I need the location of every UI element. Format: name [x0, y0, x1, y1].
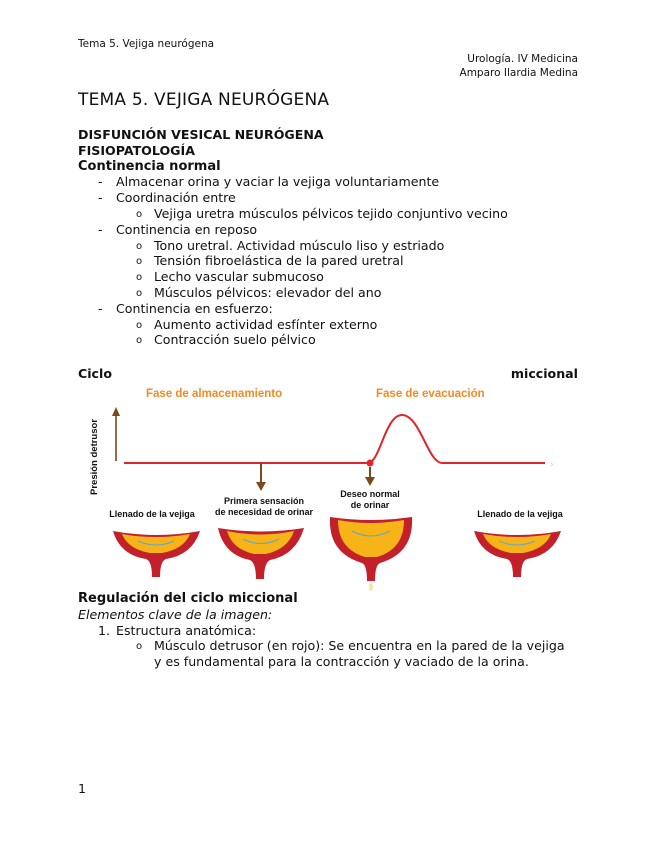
phase-voiding-label: Fase de evacuación — [376, 388, 485, 400]
list-item — [98, 301, 578, 348]
bladder-icon-1 — [113, 531, 200, 577]
sub-list-item: o Tono uretral. Actividad músculo liso y estriado — [136, 238, 578, 254]
sub-list-line1: o Músculo detrusor (en rojo): Se encuentra en la pared de la vejiga — [154, 638, 565, 654]
list-item — [98, 190, 578, 222]
label-deseo-normal-line2: de orinar — [350, 500, 390, 510]
list-item-text: Almacenar orina y vaciar la vejiga voluntariamente — [116, 174, 440, 190]
ciclo-right: miccional — [510, 366, 578, 381]
list-item — [98, 623, 583, 670]
list-item-number: 1. — [98, 622, 111, 638]
bladder-icon-4 — [474, 531, 561, 577]
header-right-line1: Urología. IV Medicina — [467, 53, 578, 65]
label-deseo-normal — [320, 489, 420, 511]
label-llenado-2: Llenado de la vejiga — [477, 509, 563, 519]
list-item-text: Coordinación entre — [116, 190, 236, 206]
list-item-text: Continencia en esfuerzo: — [116, 300, 273, 316]
regulacion-section — [78, 591, 583, 670]
curve-point — [367, 460, 374, 467]
subheading-elementos: Elementos clave de la imagen: — [78, 606, 273, 622]
sub-list-item: o Lecho vascular submucoso — [136, 269, 578, 285]
arrowhead-normal-desire — [365, 477, 375, 486]
continencia-list — [78, 174, 578, 348]
ciclo-heading — [78, 366, 578, 381]
sub-list-item: o Aumento actividad esfínter externo — [136, 317, 578, 333]
sub-list-item: o Tensión fibroelástica de la pared uretral — [136, 253, 578, 269]
list-item-text: Estructura anatómica: — [116, 622, 257, 638]
sub-list-line2: y es fundamental para la contracción y vaciado de la orina. — [154, 654, 529, 670]
arrowhead-first-sensation — [256, 482, 266, 491]
micturition-cycle-figure — [80, 383, 580, 597]
label-llenado-1: Llenado de la vejiga — [109, 509, 195, 519]
sub-list-item: o Vejiga uretra músculos pélvicos tejido conjuntivo vecino — [136, 206, 578, 222]
sub-list-item — [136, 638, 583, 670]
list-item — [98, 222, 578, 301]
heading-continencia: Continencia normal — [78, 158, 221, 174]
header-right — [460, 52, 578, 80]
sub-list-item: o Contracción suelo pélvico — [136, 332, 578, 348]
curve-end-mark: › — [550, 460, 554, 470]
heading-regulacion: Regulación del ciclo miccional — [78, 591, 298, 606]
pressure-curve — [124, 415, 545, 463]
page-title: TEMA 5. VEJIGA NEURÓGENA — [78, 90, 330, 110]
content-section — [78, 127, 578, 348]
sub-list — [116, 638, 583, 670]
list-item-text: Continencia en reposo — [116, 221, 258, 237]
label-primera-sensacion-line1: Primera sensación — [223, 496, 305, 506]
y-axis-arrowhead — [112, 407, 120, 416]
header-right-line2: Amparo Ilardia Medina — [459, 67, 578, 79]
heading-fisiopatologia: FISIOPATOLOGÍA — [78, 142, 195, 158]
heading-disfuncion: DISFUNCIÓN VESICAL NEURÓGENA — [78, 127, 324, 142]
page-number: 1 — [78, 781, 87, 796]
label-deseo-normal-line1: Deseo normal — [340, 489, 400, 499]
phase-storage-label: Fase de almacenamiento — [146, 388, 283, 400]
label-primera-sensacion-line2: de necesidad de orinar — [214, 507, 314, 517]
header-left: Tema 5. Vejiga neurógena — [78, 38, 215, 50]
ciclo-left: Ciclo — [78, 366, 112, 381]
sub-list — [116, 206, 578, 222]
y-axis-label: Presión detrusor — [89, 418, 100, 495]
bladder-icon-2 — [218, 528, 304, 579]
regulacion-list — [78, 623, 583, 670]
sub-list — [116, 238, 578, 301]
sub-list — [116, 317, 578, 349]
list-item — [98, 174, 578, 190]
sub-list-item: o Músculos pélvicos: elevador del ano — [136, 285, 578, 301]
label-primera-sensacion — [194, 496, 334, 518]
bladder-icon-3 — [330, 517, 412, 591]
